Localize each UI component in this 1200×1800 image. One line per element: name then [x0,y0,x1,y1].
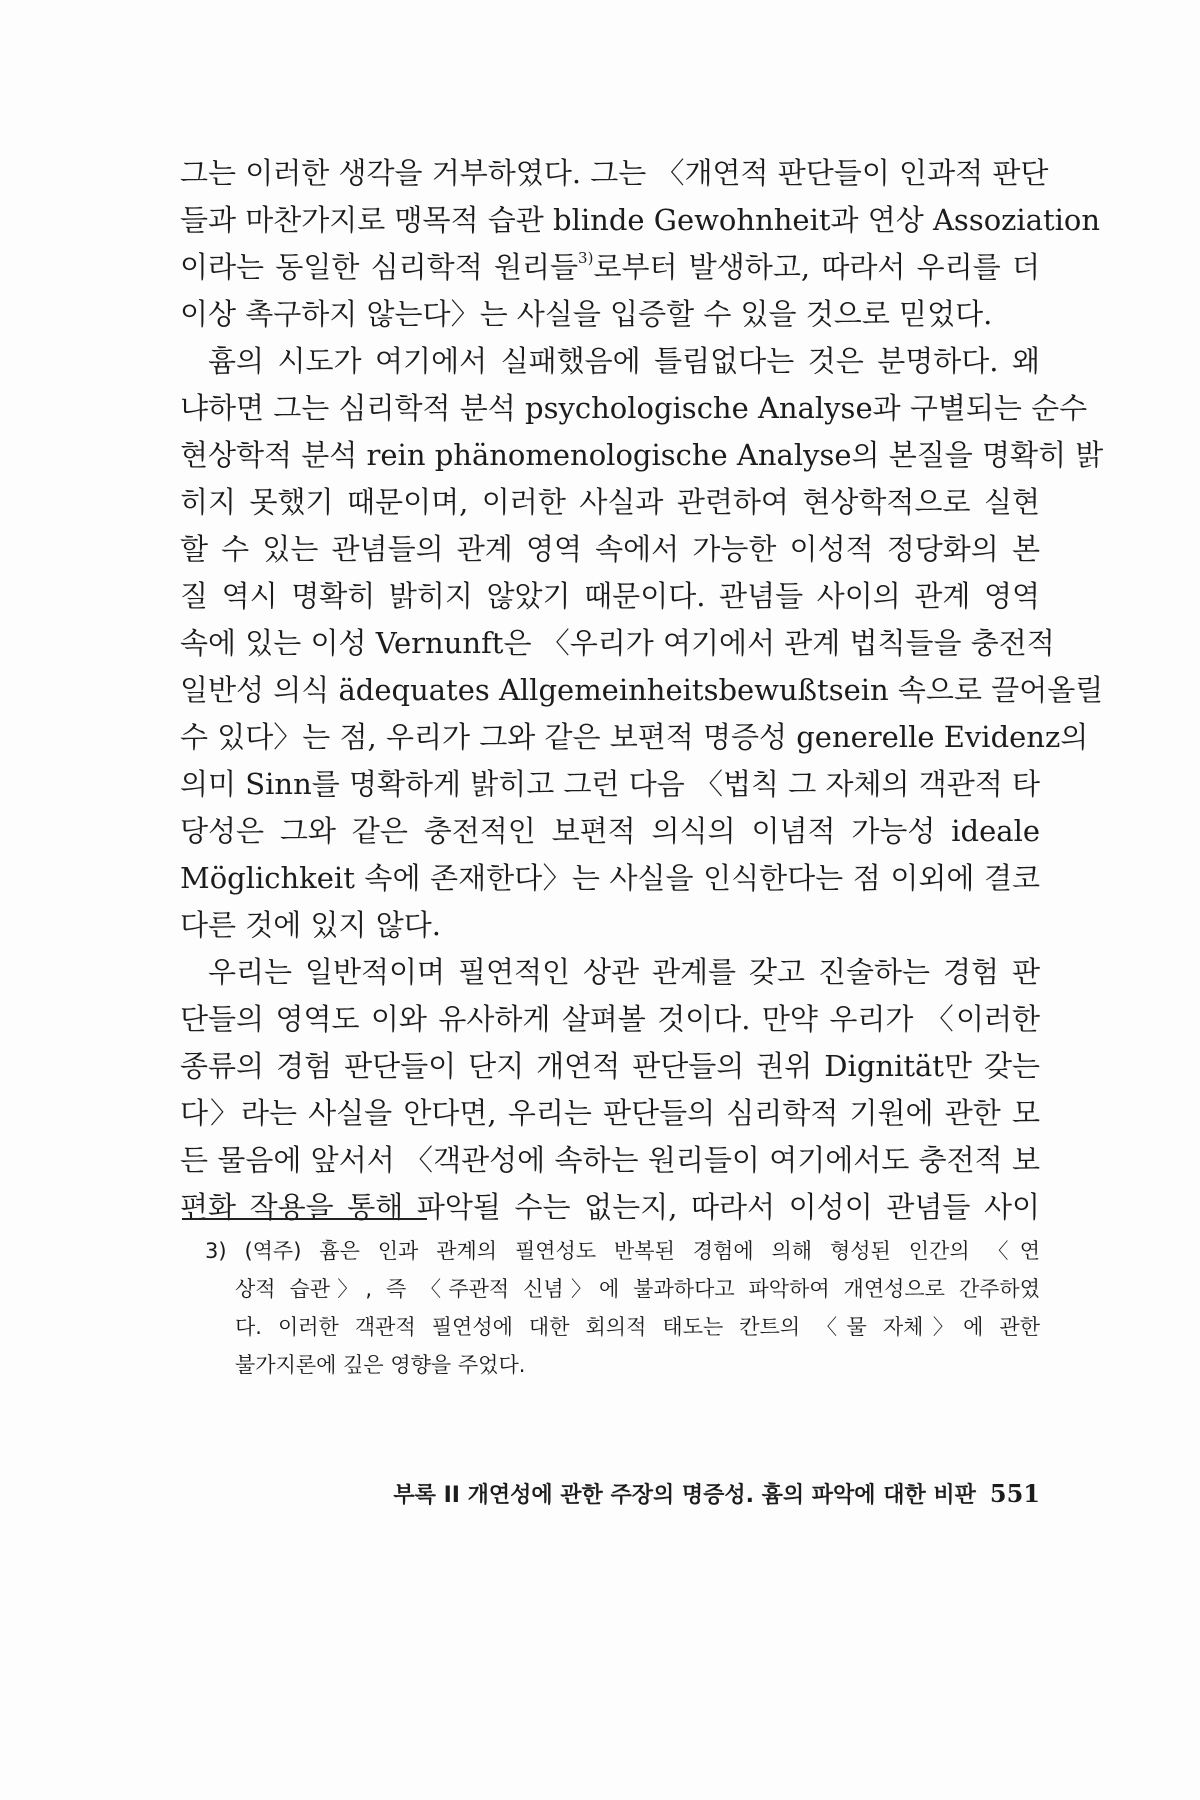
body-line: 할 수 있는 관념들의 관계 영역 속에서 가능한 이성적 정당화의 본 [180,532,1040,566]
body-line: 수 있다〉는 점, 우리가 그와 같은 보편적 명증성 generelle Evidenz의 [180,720,1089,754]
body-line: 다〉라는 사실을 안다면, 우리는 판단들의 심리학적 기원에 관한 모 [180,1096,1040,1130]
body-line: 흄의 시도가 여기에서 실패했음에 틀림없다는 것은 분명하다. 왜 [208,344,1040,378]
body-line: 든 물음에 앞서서 〈객관성에 속하는 원리들이 여기에서도 충전적 보 [180,1143,1040,1177]
page-number: 551 [989,1479,1040,1508]
body-line: 속에 있는 이성 Vernunft은 〈우리가 여기에서 관계 법칙들을 충전적 [180,626,1055,660]
body-line: 우리는 일반적이며 필연적인 상관 관계를 갖고 진술하는 경험 판 [208,955,1040,989]
body-line: 냐하면 그는 심리학적 분석 psychologische Analyse과 구별되는 순수 [180,391,1088,425]
body-line: 질 역시 명확히 밝히지 않았기 때문이다. 관념들 사이의 관계 영역 [180,579,1040,613]
body-line: 현상학적 분석 rein phänomenologische Analyse의 본질을 명확히 밝 [180,438,1104,472]
body-line: 의미 Sinn를 명확하게 밝히고 그런 다음 〈법칙 그 자체의 객관적 타 [180,767,1041,801]
footnote-line: 3) (역주) 흄은 인과 관계의 필연성도 반복된 경험에 의해 형성된 인간의 〈연 [205,1239,1040,1263]
body-line: 그는 이러한 생각을 거부하였다. 그는 〈개연적 판단들이 인과적 판단 [180,156,1049,190]
body-line-text: 로부터 발생하고, 따라서 우리를 더 [593,250,1040,284]
body-line: 일반성 의식 ädequates Allgemeinheitsbewußtsein 속으로 끌어올릴 [180,673,1104,707]
footnote-line: 불가지론에 깊은 영향을 주었다. [235,1353,526,1377]
footnote [205,1232,1040,1384]
body-line: 이상 촉구하지 않는다〉는 사실을 입증할 수 있을 것으로 믿었다. [180,297,993,331]
body-line [180,244,1040,291]
body-line: 다른 것에 있지 않다. [180,908,441,942]
running-footer [300,1478,1040,1509]
running-title: 부록 II 개연성에 관한 주장의 명증성. 흄의 파악에 대한 비판 [393,1483,976,1508]
footnote-divider [182,1218,427,1220]
footnote-line: 상적 습관〉, 즉 〈주관적 신념〉에 불과하다고 파악하여 개연성으로 간주하였 [235,1277,1040,1301]
body-line-text: 이라는 동일한 심리학적 원리들 [180,250,579,284]
body-line: Möglichkeit 속에 존재한다〉는 사실을 인식한다는 점 이외에 결코 [180,861,1040,895]
body-line: 히지 못했기 때문이며, 이러한 사실과 관련하여 현상학적으로 실현 [180,485,1040,519]
body-line: 단들의 영역도 이와 유사하게 살펴볼 것이다. 만약 우리가 〈이러한 [180,1002,1040,1036]
footnote-reference[interactable]: 3) [578,249,594,267]
footnote-line: 다. 이러한 객관적 필연성에 대한 회의적 태도는 칸트의 〈물 자체〉에 관한 [235,1315,1040,1339]
body-line: 종류의 경험 판단들이 단지 개연적 판단들의 권위 Dignität만 갖는 [180,1049,1040,1083]
body-text [180,150,1104,1231]
body-line: 들과 마찬가지로 맹목적 습관 blinde Gewohnheit과 연상 Assoziation [180,203,1101,237]
body-line: 편화 작용을 통해 파악될 수는 없는지, 따라서 이성이 관념들 사이 [180,1190,1040,1224]
body-line: 당성은 그와 같은 충전적인 보편적 의식의 이념적 가능성 ideale [180,814,1040,848]
